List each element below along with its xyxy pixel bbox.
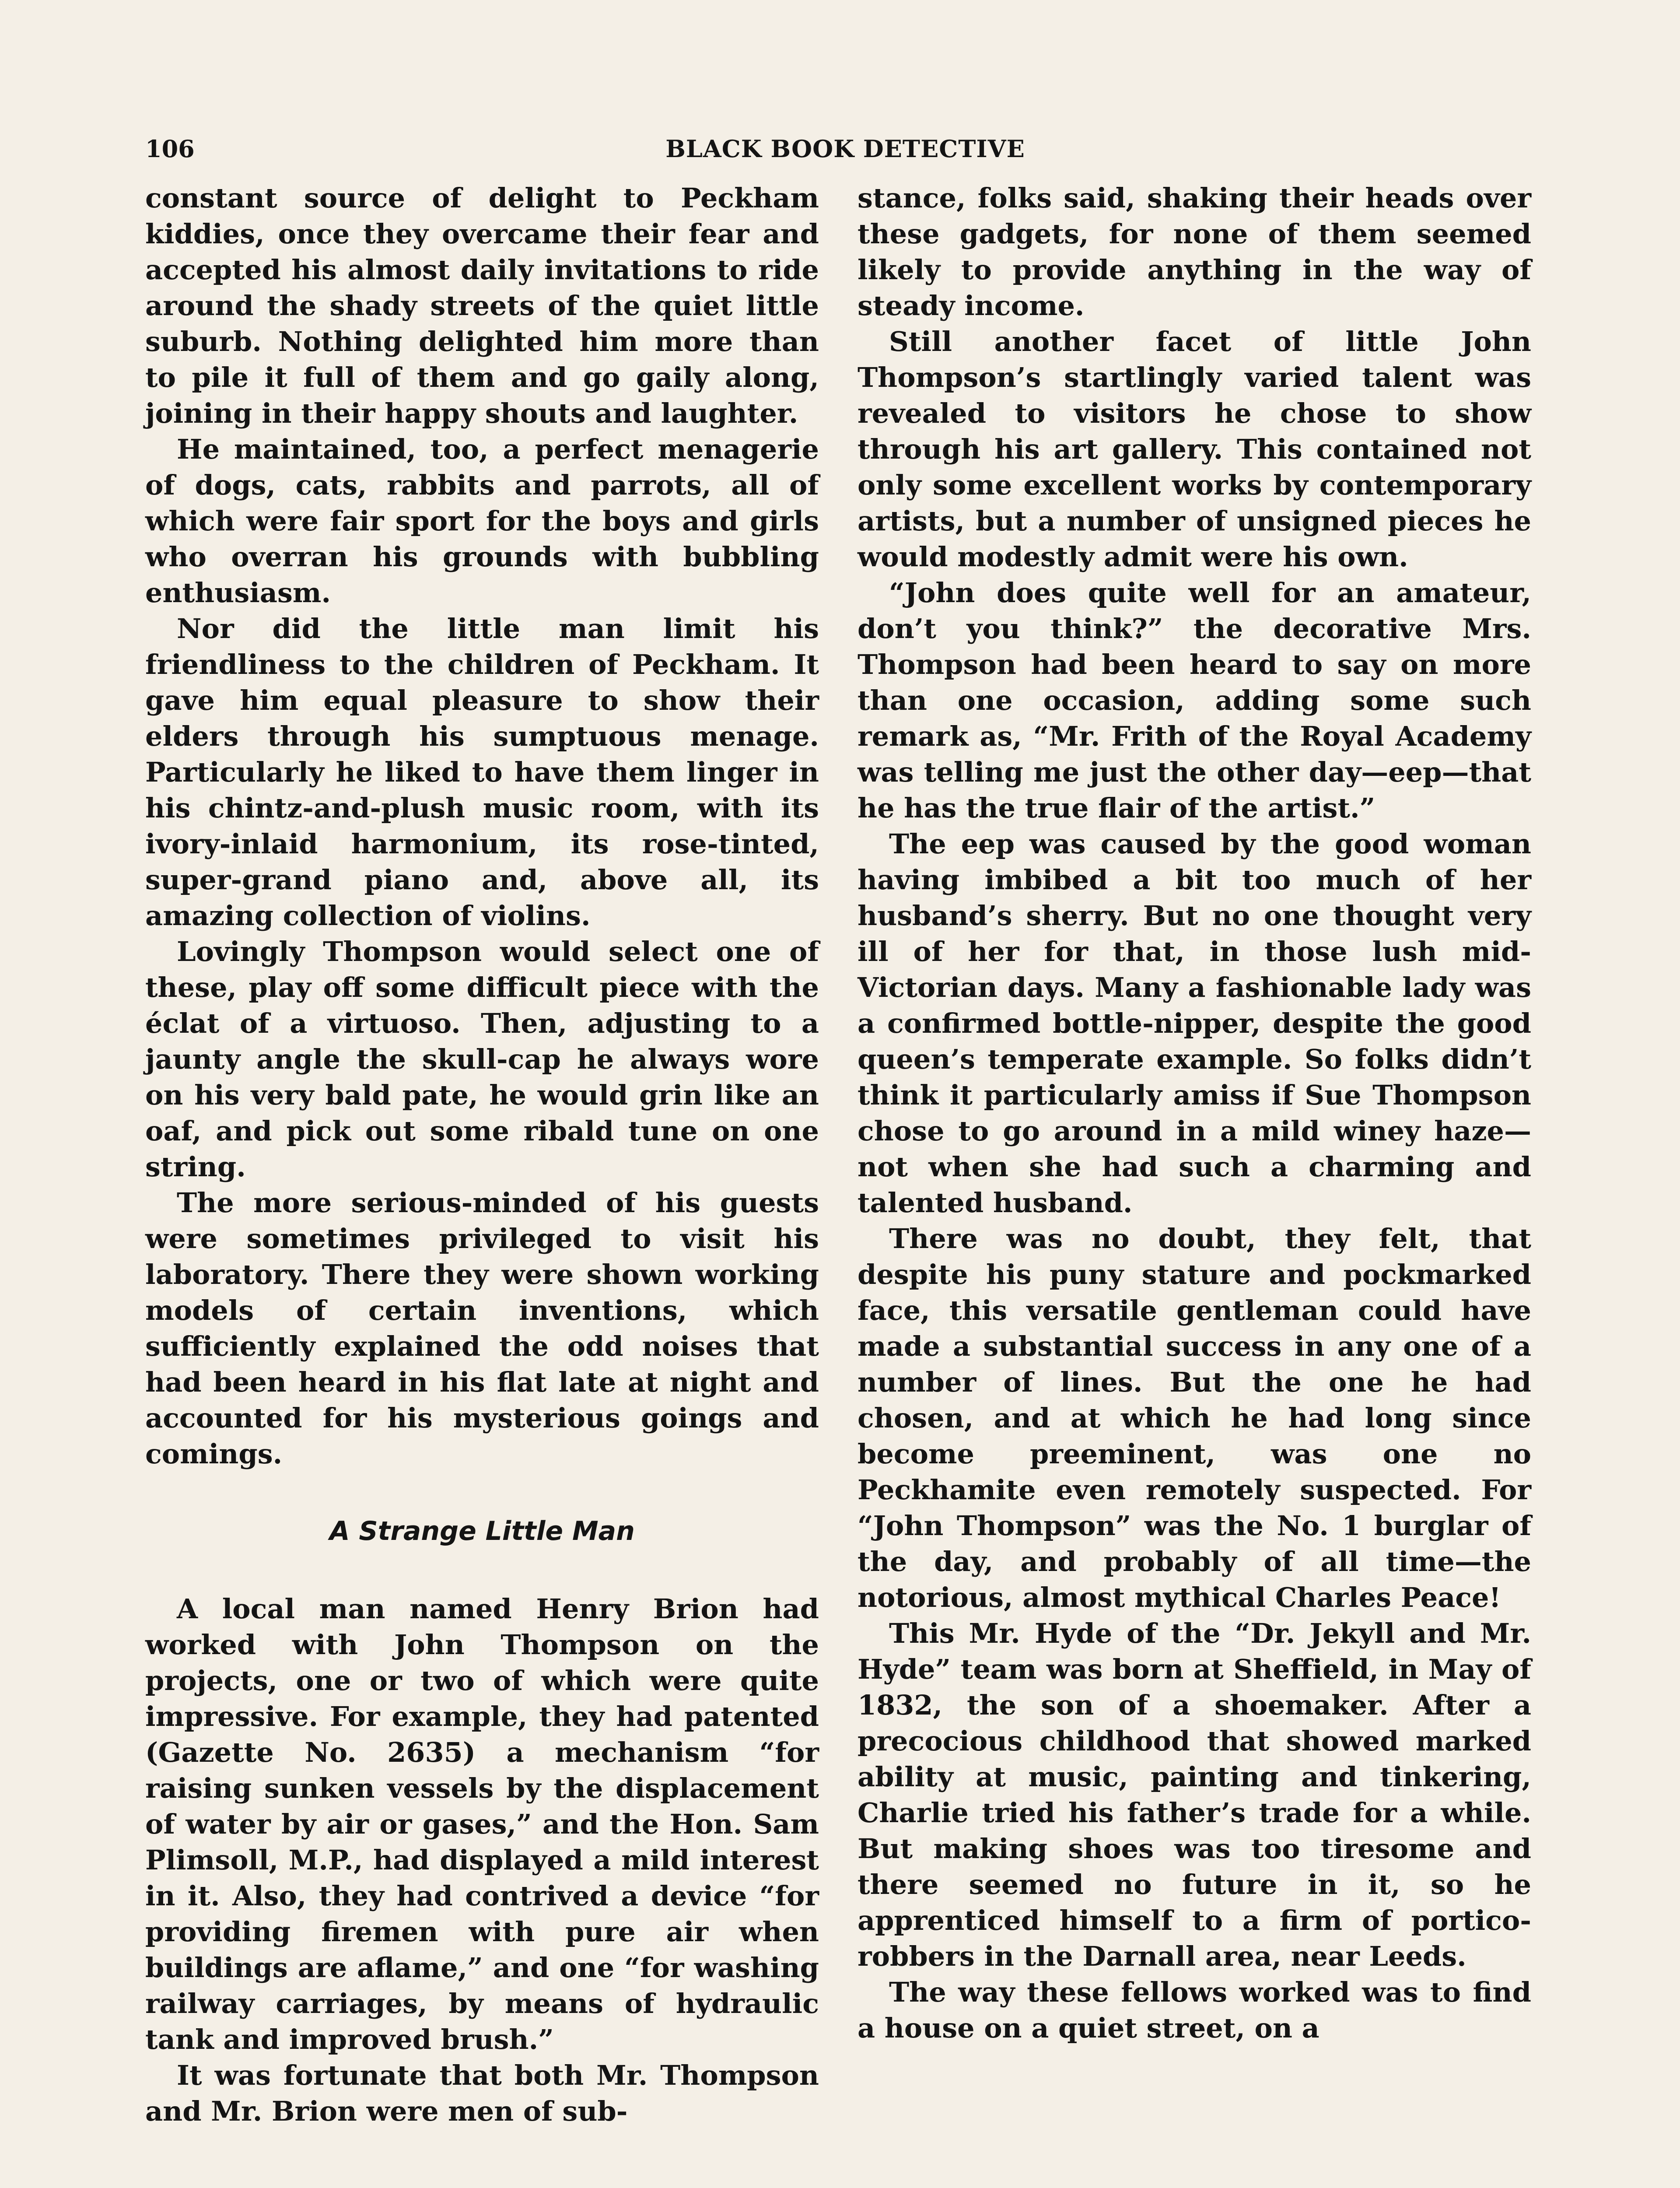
- paragraph: He maintained, too, a perfect menagerie of dogs, cats, rabbits and parrots, all of which were fair sport for the boys and girls who overran his grounds with bubbling enthusiasm.: [145, 433, 819, 609]
- paragraph: Nor did the little man limit his friendliness to the children of Peckham. It gave him equal pleasure to show their elders through his sumptuous menage. Particularly he liked to have them linger in his chintz-and-plush music room, with its ivory-inlaid harmonium, its rose-tinted, super-grand piano and, above all, its amazing collection of violins.: [145, 613, 819, 932]
- paragraph: It was fortunate that both Mr. Thompson and Mr. Brion were men of sub-: [145, 2059, 819, 2127]
- right-column: [858, 180, 1531, 2046]
- paragraph: The way these fellows worked was to find a house on a quiet street, on a: [858, 1976, 1531, 2044]
- page-number: 106: [145, 135, 195, 163]
- paragraph: Still another facet of little John Thompson’s startlingly varied talent was revealed to visitors he chose to show through his art gallery. This contained not only some excellent works by contemporary artists, but a number of unsigned pieces he would modestly admit were his own.: [858, 326, 1531, 573]
- paragraph: stance, folks said, shaking their heads over these gadgets, for none of them seemed likely to provide anything in the way of steady income.: [858, 182, 1531, 322]
- paragraph: The more serious-minded of his guests were sometimes privileged to visit his laboratory. There they were shown working models of certain inventions, which sufficiently explained the odd noises that had been heard in his flat late at night and accounted for his mysterious goings and comings.: [145, 1187, 819, 1470]
- paragraph: A local man named Henry Brion had worked with John Thompson on the projects, one or two of which were quite impressive. For example, they had patented (Gazette No. 2635) a mechanism “for raising sunken vessels by the displacement of water by air or gases,” and the Hon. Sam Plimsoll, M.P., had displayed a mild interest in it. Also, they had contrived a device “for providing firemen with pure air when buildings are aflame,” and one “for washing railway carriages, by means of hydraulic tank and improved brush.”: [145, 1593, 819, 2055]
- paragraph: Lovingly Thompson would select one of these, play off some difficult piece with the éclat of a virtuoso. Then, adjusting to a jaunty angle the skull-cap he always wore on his very bald pate, he would grin like an oaf, and pick out some ribald tune on one string.: [145, 936, 819, 1183]
- section-subheading: A Strange Little Man: [329, 1516, 635, 1546]
- page-header: [145, 135, 1545, 170]
- paragraph: There was no doubt, they felt, that despite his puny stature and pockmarked face, this versatile gentleman could have made a substantial success in any one of a number of lines. But the one he had chosen, and at which he had long since become preeminent, was one no Peckhamite even remotely suspected. For “John Thompson” was the No. 1 burglar of the day, and probably of all time—the notorious, almost mythical Charles Peace!: [858, 1223, 1531, 1613]
- paragraph: The eep was caused by the good woman having imbibed a bit too much of her husband’s sherry. But no one thought very ill of her for that, in those lush mid-Victorian days. Many a fashionable lady was a confirmed bottle-nipper, despite the good queen’s temperate example. So folks didn’t think it particularly amiss if Sue Thompson chose to go around in a mild winey haze—not when she had such a charming and talented husband.: [858, 828, 1531, 1219]
- paragraph: This Mr. Hyde of the “Dr. Jekyll and Mr. Hyde” team was born at Sheffield, in May of 1832, the son of a shoemaker. After a precocious childhood that showed marked ability at music, painting and tinkering, Charlie tried his father’s trade for a while. But making shoes was too tiresome and there seemed no future in it, so he apprenticed himself to a firm of portico-robbers in the Darnall area, near Leeds.: [858, 1617, 1531, 1972]
- paragraph: constant source of delight to Peckham kiddies, once they overcame their fear and accepted his almost daily invitations to ride around the shady streets of the quiet little suburb. Nothing delighted him more than to pile it full of them and go gaily along, joining in their happy shouts and laughter.: [145, 182, 819, 429]
- left-column: [145, 180, 819, 2129]
- magazine-title: BLACK BOOK DETECTIVE: [665, 135, 1025, 163]
- paragraph: “John does quite well for an amateur, don’t you think?” the decorative Mrs. Thompson had been heard to say on more than one occasion, adding some such remark as, “Mr. Frith of the Royal Academy was telling me just the other day—eep—that he has the true flair of the artist.”: [858, 577, 1531, 824]
